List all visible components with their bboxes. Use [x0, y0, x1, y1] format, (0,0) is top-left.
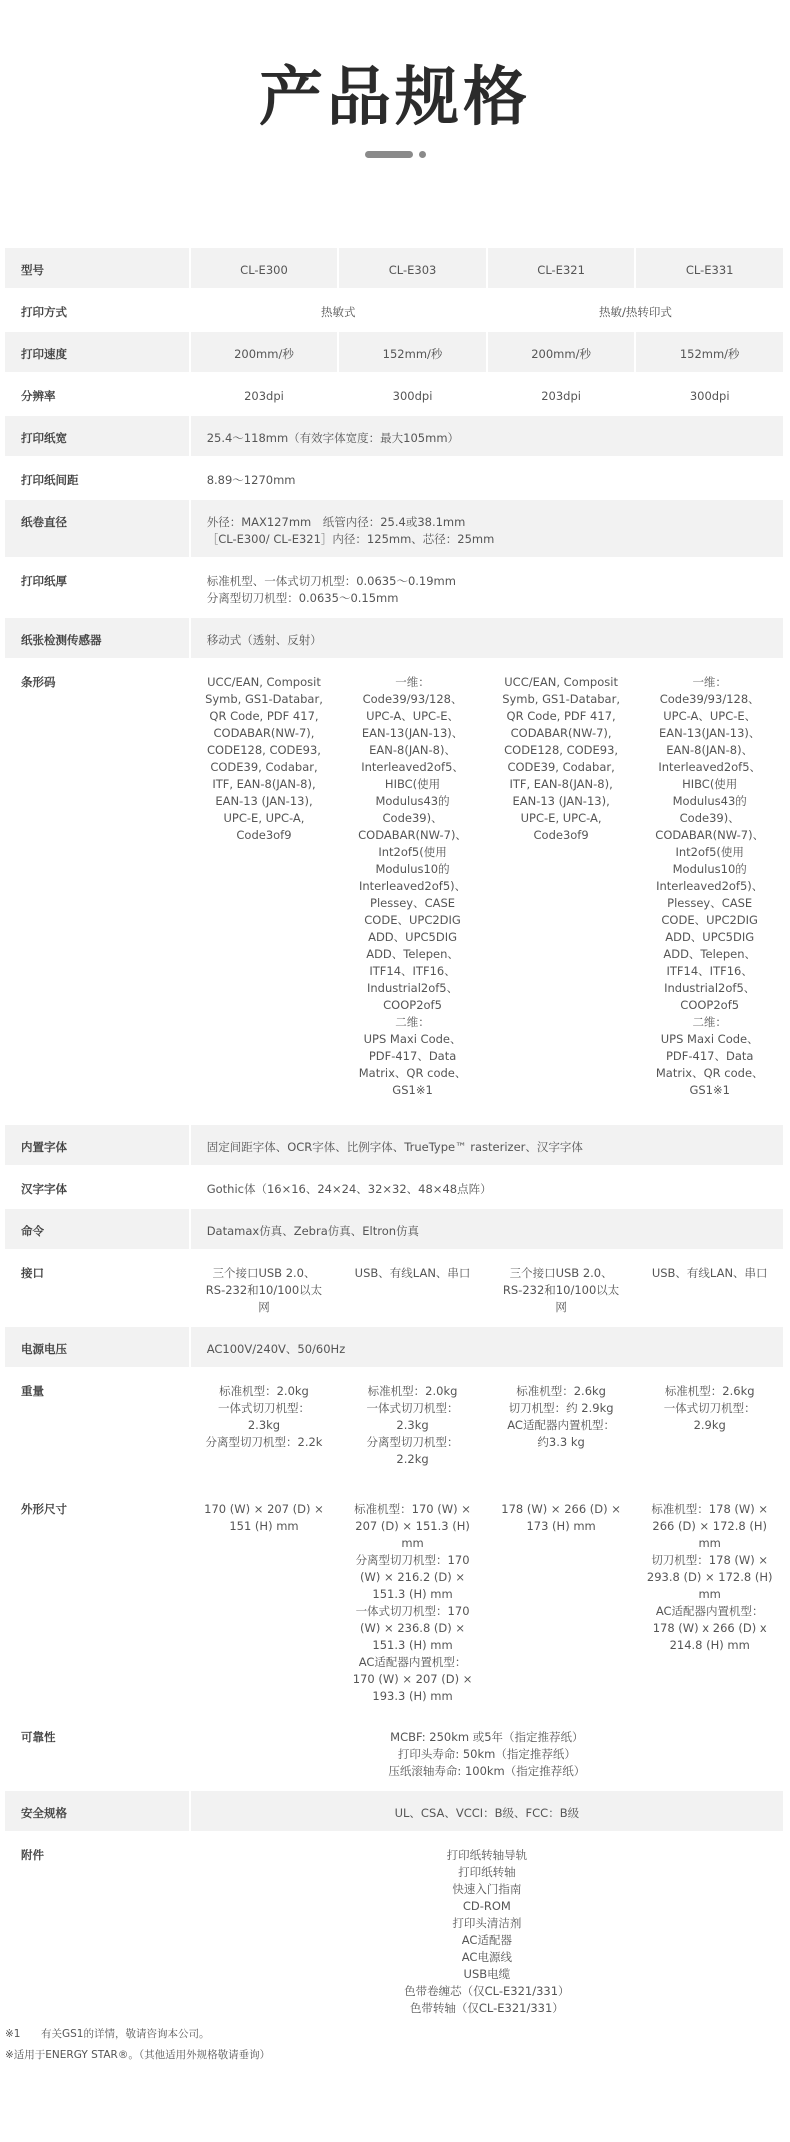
footnote-text: 有关GS1的详情，敬请咨询本公司。	[41, 2028, 210, 2040]
section-heading	[0, 0, 790, 190]
footnote-2: ※适用于ENERGY STAR®。（其他适用外规格敬请垂询）	[5, 2049, 271, 2061]
table-cell: 一维： Code39/93/128、 UPC-A、UPC-E、 EAN-13(JAN-13)、 EAN-8(JAN-8)、 Interleaved2of5、 HIBC(使用 Modulus43的 Code39)、 CODABAR(NW-7)、 Int2of5(使用 Modulus10的 Interleaved2of5)、 Plessey、CASE CODE、UPC2DIG ADD、UPC5DIG ADD、Telepen、 ITF14、ITF16、 Industrial2of5、 COOP2of5 二维： UPS Maxi Code、 PDF-417、Data Matrix、QR code、 GS1※1	[339, 660, 488, 1125]
row-reliability	[5, 1715, 785, 1791]
title-decoration	[0, 150, 790, 158]
table-cell: 三个接口USB 2.0、 RS-232和10/100以太 网	[488, 1251, 637, 1327]
footnote-mark: ※1	[5, 2028, 21, 2040]
row-label: 电源电压	[5, 1327, 191, 1369]
row-label: 命令	[5, 1209, 191, 1251]
row-barcode	[5, 660, 785, 1125]
table-cell: 203dpi	[191, 374, 340, 416]
row-label: 打印速度	[5, 332, 191, 374]
row-paper-pitch	[5, 458, 785, 500]
row-roll-diameter	[5, 500, 785, 559]
row-label: 打印纸间距	[5, 458, 191, 500]
row-accessories	[5, 1833, 785, 2029]
row-builtin-fonts	[5, 1125, 785, 1167]
row-print-method	[5, 290, 785, 332]
table-cell: 152mm/秒	[339, 332, 488, 374]
table-cell: 一维： Code39/93/128、 UPC-A、UPC-E、 EAN-13(JAN-13)、 EAN-8(JAN-8)、 Interleaved2of5、 HIBC(使用 Modulus43的 Code39)、 CODABAR(NW-7)、 Int2of5(使用 Modulus10的 Interleaved2of5)、 Plessey、CASE CODE、UPC2DIG ADD、UPC5DIG ADD、Telepen、 ITF14、ITF16、 Industrial2of5、 COOP2of5 二维： UPS Maxi Code、 PDF-417、Data Matrix、QR code、 GS1※1	[636, 660, 785, 1125]
table-cell: UCC/EAN, Composit Symb, GS1-Databar, QR Code, PDF 417, CODABAR(NW-7), CODE128, CODE93, CODE39, Codabar, ITF, EAN-8(JAN-8), EAN-13 (JAN-13), UPC-E, UPC-A, Code3of9	[191, 660, 340, 1125]
table-cell: 标准机型：2.0kg 一体式切刀机型： 2.3kg 分离型切刀机型：2.2k	[191, 1369, 340, 1487]
table-cell: 打印纸转轴导轨 打印纸转轴 快速入门指南 CD-ROM 打印头清洁剂 AC适配器 AC电源线 USB电缆 色带卷缠芯（仅CL-E321/331） 色带转轴（仅CL-E321/331）	[191, 1833, 785, 2029]
row-speed	[5, 332, 785, 374]
table-cell: MCBF: 250km 或5年（指定推荐纸） 打印头寿命: 50km（指定推荐纸） 压纸滚轴寿命: 100km（指定推荐纸）	[191, 1715, 785, 1791]
table-cell: 标准机型：2.6kg 切刀机型：约 2.9kg AC适配器内置机型： 约3.3 kg	[488, 1369, 637, 1487]
table-cell: Gothic体（16×16、24×24、32×32、48×48点阵）	[191, 1167, 785, 1209]
table-cell: Datamax仿真、Zebra仿真、Eltron仿真	[191, 1209, 785, 1251]
row-label: 分辨率	[5, 374, 191, 416]
row-kanji-fonts	[5, 1167, 785, 1209]
row-label: 打印纸厚	[5, 559, 191, 618]
row-label: 安全规格	[5, 1791, 191, 1833]
row-label: 内置字体	[5, 1125, 191, 1167]
footnote-1	[5, 2024, 270, 2045]
table-cell: 外径：MAX127mm 纸管内径：25.4或38.1mm ［CL-E300/ CL-E321］内径：125mm、芯径：25mm	[191, 500, 785, 559]
table-cell: 热敏式	[191, 290, 488, 332]
row-paper-thickness	[5, 559, 785, 618]
table-cell: 标准机型、一体式切刀机型：0.0635～0.19mm 分离型切刀机型：0.0635～0.15mm	[191, 559, 785, 618]
table-cell: 178 (W) × 266 (D) × 173 (H) mm	[488, 1487, 637, 1715]
table-cell: 标准机型：2.6kg 一体式切刀机型： 2.9kg	[636, 1369, 785, 1487]
table-cell: 203dpi	[488, 374, 637, 416]
table-cell: USB、有线LAN、串口	[636, 1251, 785, 1327]
row-dimensions	[5, 1487, 785, 1715]
page-title: 产品规格	[259, 61, 531, 135]
table-cell: UCC/EAN, Composit Symb, GS1-Databar, QR Code, PDF 417, CODABAR(NW-7), CODE128, CODE93, CODE39, Codabar, ITF, EAN-8(JAN-8), EAN-13 (JAN-13), UPC-E, UPC-A, Code3of9	[488, 660, 637, 1125]
row-resolution	[5, 374, 785, 416]
decoration-dot	[419, 151, 426, 158]
table-cell: 200mm/秒	[191, 332, 340, 374]
row-paper-width	[5, 416, 785, 458]
row-label: 型号	[5, 248, 191, 290]
decoration-bar	[365, 151, 413, 158]
table-cell: 三个接口USB 2.0、 RS-232和10/100以太 网	[191, 1251, 340, 1327]
table-cell: 300dpi	[339, 374, 488, 416]
table-cell: 固定间距字体、OCR字体、比例字体、TrueType™ rasterizer、汉字字体	[191, 1125, 785, 1167]
model-cl-e321: CL-E321	[488, 248, 637, 290]
row-label: 纸张检测传感器	[5, 618, 191, 660]
row-label: 外形尺寸	[5, 1487, 191, 1715]
row-label: 打印纸宽	[5, 416, 191, 458]
table-cell: 300dpi	[636, 374, 785, 416]
table-cell: 8.89～1270mm	[191, 458, 785, 500]
row-label: 可靠性	[5, 1715, 191, 1791]
row-label: 接口	[5, 1251, 191, 1327]
row-label: 条形码	[5, 660, 191, 1125]
table-cell: UL、CSA、VCCI：B级、FCC：B级	[191, 1791, 785, 1833]
table-cell: 170 (W) × 207 (D) × 151 (H) mm	[191, 1487, 340, 1715]
row-model	[5, 248, 785, 290]
row-label: 附件	[5, 1833, 191, 2029]
row-interface	[5, 1251, 785, 1327]
model-cl-e331: CL-E331	[636, 248, 785, 290]
row-commands	[5, 1209, 785, 1251]
row-label: 打印方式	[5, 290, 191, 332]
table-cell: 25.4～118mm（有效字体宽度：最大105mm）	[191, 416, 785, 458]
table-cell: 热敏/热转印式	[488, 290, 785, 332]
table-cell: AC100V/240V、50/60Hz	[191, 1327, 785, 1369]
row-weight	[5, 1369, 785, 1487]
table-cell: 移动式（透射、反射）	[191, 618, 785, 660]
row-label: 汉字字体	[5, 1167, 191, 1209]
row-power	[5, 1327, 785, 1369]
spec-table	[5, 248, 785, 2029]
row-sensor	[5, 618, 785, 660]
table-cell: 152mm/秒	[636, 332, 785, 374]
row-label: 纸卷直径	[5, 500, 191, 559]
table-cell: USB、有线LAN、串口	[339, 1251, 488, 1327]
table-cell: 标准机型：2.0kg 一体式切刀机型： 2.3kg 分离型切刀机型： 2.2kg	[339, 1369, 488, 1487]
footnotes	[5, 2024, 270, 2066]
row-label: 重量	[5, 1369, 191, 1487]
row-safety	[5, 1791, 785, 1833]
table-cell: 标准机型：170 (W) × 207 (D) × 151.3 (H) mm 分离型切刀机型：170 (W) × 216.2 (D) × 151.3 (H) mm 一体式切刀机型：170 (W) × 236.8 (D) × 151.3 (H) mm AC适配器内置机型： 170 (W) × 207 (D) × 193.3 (H) mm	[339, 1487, 488, 1715]
model-cl-e303: CL-E303	[339, 248, 488, 290]
table-cell: 200mm/秒	[488, 332, 637, 374]
table-cell: 标准机型：178 (W) × 266 (D) × 172.8 (H) mm 切刀机型：178 (W) × 293.8 (D) × 172.8 (H) mm AC适配器内置机型： 178 (W) x 266 (D) x 214.8 (H) mm	[636, 1487, 785, 1715]
model-cl-e300: CL-E300	[191, 248, 340, 290]
